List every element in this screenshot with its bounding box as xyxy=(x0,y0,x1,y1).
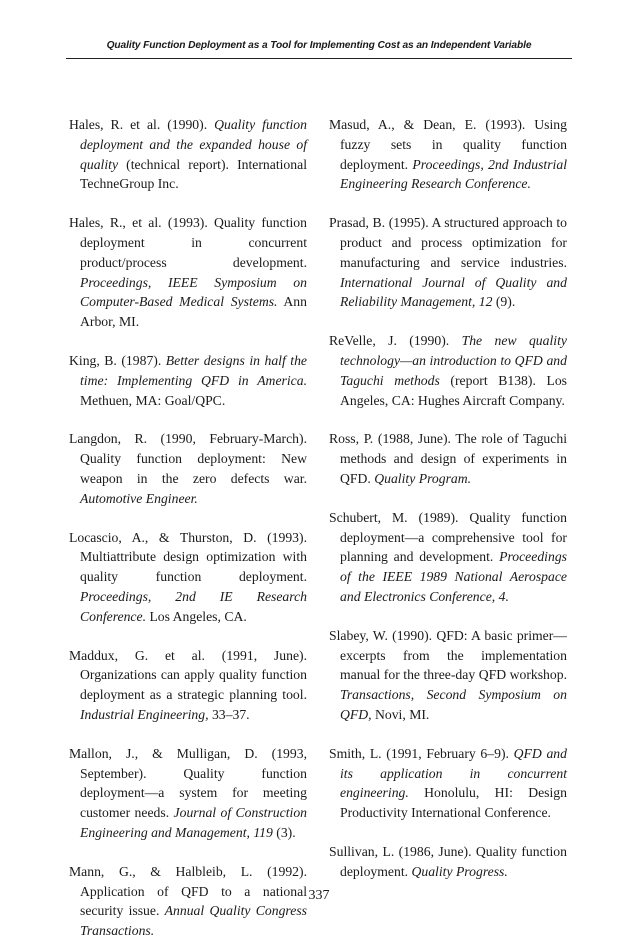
reference-text: Sullivan, L. (1986, June). Quality function deployment. xyxy=(329,843,567,879)
reference-text: Masud, A., & Dean, E. (1993). Using fuzzy sets in quality function deployment. xyxy=(329,117,567,172)
reference-title-italic: Quality Progress. xyxy=(411,863,508,879)
reference-text: 33–37. xyxy=(208,706,250,722)
reference-title-italic: Proceedings, IEEE Symposium on Computer-Based Medical Systems. xyxy=(80,274,307,310)
reference-title-italic: Better designs in half the time: Implementing QFD in America. xyxy=(80,352,308,388)
reference-title-italic: International Journal of Quality and Reliability Management, 12 xyxy=(340,274,567,310)
reference-entry xyxy=(69,213,307,332)
reference-title-italic: Proceedings of the IEEE 1989 National Aerospace and Electronics Conference, 4. xyxy=(340,549,567,604)
reference-title-italic: Annual Quality Congress Transactions. xyxy=(80,903,307,939)
reference-entry xyxy=(69,429,307,508)
reference-entry xyxy=(329,213,567,312)
reference-text: (report B138). Los Angeles, CA: Hughes Aircraft Company. xyxy=(340,372,567,408)
reference-column-right xyxy=(329,115,567,882)
reference-text: Smith, L. (1991, February 6–9). xyxy=(329,745,514,761)
reference-text: Ross, P. (1988, June). The role of Taguchi methods and design of experiments in QFD. xyxy=(329,431,567,486)
reference-entry xyxy=(329,508,567,607)
reference-title-italic: Quality function deployment and the expanded house of quality xyxy=(80,117,307,172)
reference-text: Ann Arbor, MI. xyxy=(80,294,307,330)
reference-text: Methuen, MA: Goal/QPC. xyxy=(80,392,226,408)
reference-text: Novi, MI. xyxy=(371,706,430,722)
reference-title-italic: Transactions, Second Symposium on QFD, xyxy=(340,687,567,722)
reference-title-italic: Proceedings, 2nd Industrial Engineering Research Conference. xyxy=(340,156,568,192)
running-head: Quality Function Deployment as a Tool for Implementing Cost as an Independent Variable xyxy=(106,40,532,51)
reference-entry xyxy=(69,115,307,194)
reference-text: Hales, R. et al. (1990). xyxy=(69,117,215,132)
reference-entry xyxy=(69,528,307,627)
reference-title-italic: Automotive Engineer. xyxy=(80,490,198,506)
reference-text: Honolulu, HI: Design Productivity International Conference. xyxy=(340,785,567,821)
reference-text: Mann, G., & Halbleib, L. (1992). Application of QFD to a national security issue. xyxy=(69,863,307,919)
reference-text: (technical report). International TechneGroup Inc. xyxy=(80,156,307,192)
reference-title-italic: Proceedings, 2nd IE Research Conference. xyxy=(80,588,307,624)
reference-title-italic: QFD and its application in concurrent engineering. xyxy=(340,745,567,801)
reference-entry xyxy=(69,744,307,843)
reference-entry xyxy=(329,429,567,488)
reference-text: Prasad, B. (1995). A structured approach to product and process optimization for manufacturing and service industries. xyxy=(329,215,567,270)
reference-text: King, B. (1987). xyxy=(69,352,166,368)
reference-text: Mallon, J., & Mulligan, D. (1993, September). Quality function deployment—a system for meeting customer needs. xyxy=(69,745,307,821)
reference-entry xyxy=(329,626,567,725)
reference-entry xyxy=(69,351,307,410)
reference-entry xyxy=(69,646,307,725)
reference-text: Locascio, A., & Thurston, D. (1993). Multiattribute design optimization with quality function deployment. xyxy=(69,529,307,585)
reference-text: Langdon, R. (1990, February-March). Quality function deployment: New weapon in the zero defects war. xyxy=(69,431,307,486)
reference-text: (3). xyxy=(272,824,296,840)
reference-text: ReVelle, J. (1990). xyxy=(329,333,462,349)
header-rule xyxy=(66,58,572,59)
reference-title-italic: Journal of Construction Engineering and Management, 119 xyxy=(80,805,308,840)
reference-entry xyxy=(329,331,567,410)
reference-text: Hales, R., et al. (1993). Quality function deployment in concurrent product/process development. xyxy=(69,215,307,270)
page-number: 337 xyxy=(308,888,330,903)
reference-text: (9). xyxy=(492,294,516,310)
reference-entry xyxy=(329,115,567,194)
reference-text: Schubert, M. (1989). Quality function deployment—a comprehensive tool for planning and development. xyxy=(329,509,567,565)
reference-title-italic: Industrial Engineering, xyxy=(80,706,209,722)
reference-text: Slabey, W. (1990). QFD: A basic primer—excerpts from the implementation manual for the three-day QFD workshop. xyxy=(329,627,567,683)
reference-text: Maddux, G. et al. (1991, June). Organizations can apply quality function deployment as a strategic planning tool. xyxy=(69,647,307,703)
reference-text: Los Angeles, CA. xyxy=(146,608,247,624)
reference-title-italic: Quality Program. xyxy=(374,470,472,486)
reference-column-left xyxy=(69,115,307,941)
reference-title-italic: The new quality technology—an introduction to QFD and Taguchi methods xyxy=(340,333,567,388)
reference-entry xyxy=(329,744,567,823)
reference-entry xyxy=(329,842,567,882)
